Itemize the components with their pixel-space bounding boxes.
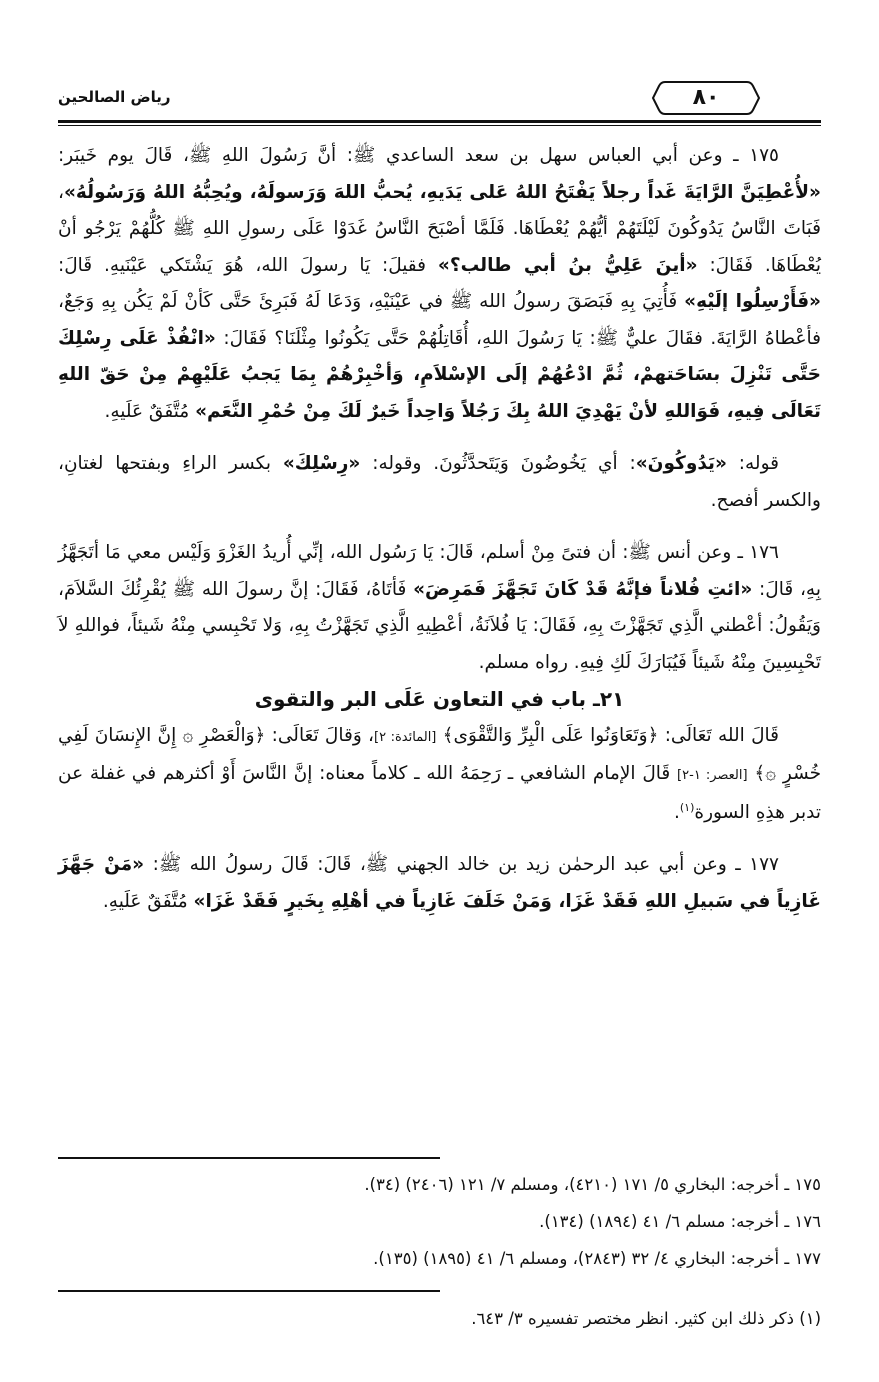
footnote-marker: (١) xyxy=(679,800,695,814)
header-rule-thin xyxy=(58,125,821,126)
note-divider xyxy=(58,1290,440,1292)
hadith-177: ١٧٧ ـ وعن أبي عبد الرحمٰن زيد بن خالد الجهني ﷺ، قَالَ: قَالَ رسولُ الله ﷺ: «مَنْ جَهَّزَ غَازِياً في سَبيلِ اللهِ فَقَدْ غَزَا، وَمَنْ خَلَفَ غَازِياً في أهْلِهِ بِخَيرٍ فَقَدْ غَزَا» مُتَّفَقٌ عَلَيهِ. xyxy=(58,854,821,912)
hadith-176: ١٧٦ ـ وعن أنس ﷺ: أن فتىً مِنْ أسلم، قَالَ: يَا رَسُول الله، إنِّي أُريدُ الغَزْوَ وَلَيْس معي مَا أتَجَهَّزُ بِهِ، قَالَ: «ائتِ فُلاناً فإنَّهُ قَدْ كَانَ تَجَهَّزَ فَمَرِضَ» فَأتَاهُ، فَقَالَ: إنَّ رسولَ الله ﷺ يُقْرِئُكَ السَّلاَمَ، وَيَقُولُ: أعْطني الَّذِي تَجَهَّزْتَ بِهِ، فَقَالَ: يَا فُلاَنَةُ، أعْطِيهِ الَّذِي تَجَهَّزْتُ بِهِ، وَلا تَحْبِسي مِنْهُ شَيئاً، فواللهِ لاَ تَحْبِسِينَ مِنْهُ شَيئاً فَيُبَارَكَ لَكِ فِيهِ. رواه مسلم. xyxy=(58,542,822,673)
footnote-divider xyxy=(58,1157,440,1159)
source-footnotes xyxy=(58,1166,821,1277)
chapter-intro: قَالَ الله تَعَالَى: ﴿وَتَعَاوَنُوا عَلَى الْبِرِّ وَالتَّقْوَى﴾ [المائدة: ٢]، وَقالَ تَعَالَى: ﴿وَالْعَصْرِ ۞ إِنَّ الإِنسَانَ لَفِي خُسْرٍ ۞﴾ [العصر: ١-٢] قَالَ الإمام الشافعي ـ رَحِمَهُ الله ـ كلاماً معناه: إنَّ النَّاسَ أَوْ أكثرهم في غفلة عن تدبر هذِهِ السورة$^{(١)}$. xyxy=(58,724,822,823)
page-header xyxy=(58,80,821,120)
book-title: رياض الصالحين xyxy=(58,88,171,106)
page-number-frame xyxy=(651,80,761,116)
chapter-heading: ٢١ـ باب في التعاون عَلَى البر والتقوى xyxy=(254,687,625,711)
header-rule xyxy=(58,120,821,123)
note-1: (١) ذكر ذلك ابن كثير. انظر مختصر تفسيره ٣/ ٦٤٣. xyxy=(471,1309,821,1328)
footnote-176: ١٧٦ ـ أخرجه: مسلم ٦/ ٤١ (١٨٩٤) (١٣٤). xyxy=(539,1212,821,1231)
hadith-175: ١٧٥ ـ وعن أبي العباس سهل بن سعد الساعدي ﷺ: أنَّ رَسُولَ اللهِ ﷺ، قَالَ يوم خَيبَر: «لأُعْطِيَنَّ الرَّايَةَ غَداً رجلاً يَفْتَحُ اللهُ عَلى يَدَيهِ، يُحبُّ اللهَ وَرَسولَهُ، ويُحِبُّهُ اللهُ وَرَسُولُهُ»، فَبَاتَ النَّاسُ يَدُوكُونَ لَيْلَتَهُمْ أيُّهُمْ يُعْطَاهَا. فَلَمَّا أصْبَحَ النَّاسُ غَدَوْا عَلَى رسولِ اللهِ ﷺ كُلُّهُمْ يَرْجُو أنْ يُعْطَاهَا. فَقَالَ: «أينَ عَلِيُّ بنُ أبي طالب؟» فقيلَ: يَا رسولَ الله، هُوَ يَشْتَكي عَيْنَيهِ. قَالَ: «فَأَرْسِلُوا إلَيْهِ» فَأُتِيَ بِهِ فَبَصَقَ رسولُ الله ﷺ في عَيْنَيْهِ، وَدَعَا لَهُ فَبَرِئَ حَتَّى كَأنْ لَمْ يَكُن بِهِ وَجَعٌ، فأعْطاهُ الرَّايَةَ. فقَالَ عليٌّ ﷺ: يَا رَسُولَ اللهِ، أُقَاتِلُهُمْ حَتَّى يَكُونُوا مِثْلَنَا؟ فَقَالَ: «انْفُذْ عَلَى رِسْلِكَ حَتَّى تَنْزِلَ بسَاحَتهمْ، ثُمَّ ادْعُهُمْ إلَى الإسْلاَمِ، وَأخْبِرْهُمْ بِمَا يَجبُ عَلَيْهِمْ مِنْ حَقّ اللهِ تَعَالَى فِيهِ، فَوَاللهِ لأنْ يَهْدِيَ اللهُ بِكَ رَجُلاً وَاحِداً خَيرٌ لَكَ مِنْ حُمْرِ النَّعَم» مُتَّفَقٌ عَلَيهِ. xyxy=(58,145,822,422)
gloss-175: قوله: «يَدُوكُونَ»: أي يَخُوضُونَ وَيَتَحدَّثُونَ. وقوله: «رِسْلِكَ» بكسر الراءِ وبفتحها لغتانِ، والكسر أفصح. xyxy=(58,453,821,511)
footnote-175: ١٧٥ ـ أخرجه: البخاري ٥/ ١٧١ (٤٢١٠)، ومسلم ٧/ ١٢١ (٢٤٠٦) (٣٤). xyxy=(364,1175,821,1194)
page-number: ٨٠ xyxy=(692,85,720,110)
main-text xyxy=(58,138,821,920)
footnote-177: ١٧٧ ـ أخرجه: البخاري ٤/ ٣٢ (٢٨٤٣)، ومسلم ٦/ ٤١ (١٨٩٥) (١٣٥). xyxy=(373,1249,821,1268)
